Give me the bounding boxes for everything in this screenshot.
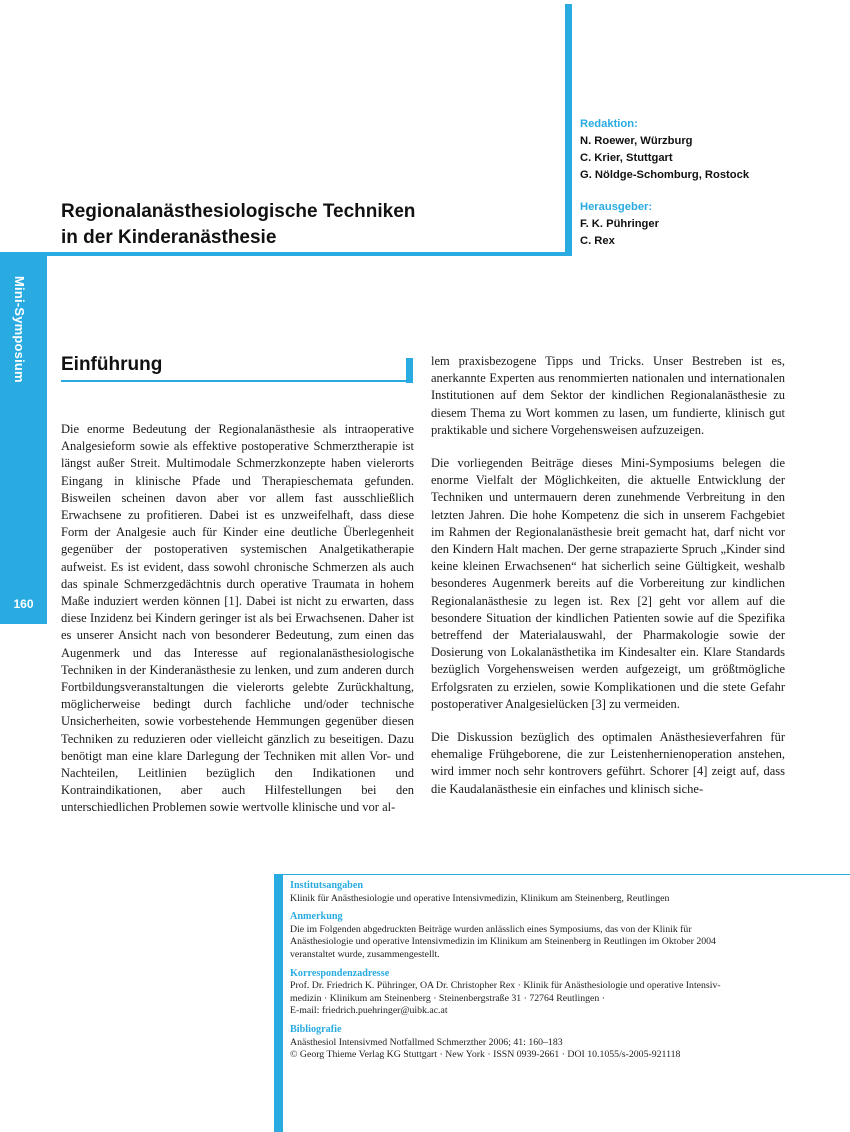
- body-paragraph: Die Diskussion bezüglich des optimalen Anästhesieverfahren für ehemalige Frühgeborene, die zur Leistenhernienoperation anstehen, wird immer noch sehr kontrovers geführt. Schorer [4] zeigt auf, dass die Kaudalanästhesie ein einfaches und klinisch siche-: [431, 730, 785, 796]
- body-paragraph: lem praxisbezogene Tipps und Tricks. Unser Bestreben ist es, anerkannte Experten aus renommierten nationalen und internationalen Institutionen auf dem Sektor der kindlichen Regionalanästhesie zu diesem Thema zu Wort kommen zu lasen, um fundierte, klinisch gut praktikable und sichere Vorgehensweisen aufzuzeigen.: [431, 354, 785, 437]
- article-title: [61, 199, 541, 251]
- anmerkung-label: Anmerkung: [290, 911, 343, 923]
- redaktion-label: Redaktion:: [580, 118, 638, 130]
- anmerkung-line: veranstaltet wurde, zusammengestellt.: [290, 948, 440, 960]
- institut-block: [290, 880, 790, 905]
- korrespondenz-email: E-mail: friedrich.puehringer@uibk.ac.at: [290, 1005, 448, 1017]
- redaktion-name: G. Nöldge-Schomburg, Rostock: [580, 169, 750, 181]
- bibliografie-block: [290, 1024, 790, 1062]
- section-label: Mini-Symposium: [12, 276, 27, 383]
- body-column-left: [61, 421, 414, 833]
- info-box-bar: [274, 874, 283, 1132]
- body-paragraph: Die enorme Bedeutung der Regionalanästhesie als intraoperative Analgesieform sowie als effektive postoperative Schmerztherapie ist längst außer Streit. Multimodale Schmerzkonzepte haben vielerorts Eingang in klinische Pfade und Therapieschemata gefunden. Bisweilen scheinen davon aber vor allem fast ausschließlich Erwachsene zu profitieren. Dabei ist es unzweifelhaft, dass diese Form der Analgesie auch für Kinder eine deutliche Überlegenheit gegenüber der postoperativen systemischen Analgetikatherapie aufweist. Es ist evident, dass sowohl chronische Schmerzen als auch das spinale Schmerzgedächtnis durch operative Traumata in hohem Maße induziert werden können [1]. Dabei ist nicht zu erwarten, dass diese Inzidenz bei Kindern geringer ist als bei Erwachsenen. Daher ist es unserer Ansicht nach von besonderer Bedeutung, zum einen das Augenmerk und das Interesse auf regionalanästhesiologische Techniken in der Kinderanästhesie zu lenken, und zum anderen durch Fortbildungsveranstaltungen die vielerorts gelebte Zurückhaltung, möglicherweise bedingt durch fachliche und/oder technische Unsicherheiten, sowie vorbestehende Hemmungen gegenüber diesen Techniken zu reduzieren oder vielleicht gänzlich zu beseitigen. Dazu benötigt man eine klare Darlegung der Techniken mit allen Vor- und Nachteilen, Leitlinien bezüglich den Indikationen und Kontraindikationen, aber auch Hilfestellungen bei den unterschiedlichen Problemen sowie wertvolle klinische und vor al-: [61, 422, 414, 815]
- body-column-right: [431, 353, 785, 814]
- body-paragraph: Die vorliegenden Beiträge dieses Mini-Symposiums belegen die enorme Vielfalt der Möglichkeiten, die aktuelle Entwicklung der Techniken und untermauern deren zunehmende Verbreitung in den letzten Jahren. Die hohe Kompetenz die sich in unserem Fachgebiet im Rahmen der Regionalanästhesie breit gemacht hat, darf nicht vor den Kindern Halt machen. Der gerne strapazierte Spruch „Kinder sind keine kleinen Erwachsenen“ hat sicherlich seine Gültigkeit, weshalb besonderes Augenmerk bereits auf die Vorbereitung zur kindlichen Regionalanästhesie zu legen ist. Rex [2] geht vor allem auf die besondere Situation der kindlichen Patienten sowie auf die Spezifika betreffend der Materialauswahl, der Pharmakologie sowie der Dosierung von Lokalanästhetika im Kindesalter ein. Klare Standards bezüglich Vorgehensweisen werden aufgezeigt, um größtmögliche Erfolgsraten zu erzielen, sowie Komplikationen und die stete Gefahr postoperativer Analgesielücken [3] zu vermeiden.: [431, 456, 785, 711]
- section-heading-tab: [406, 358, 413, 383]
- anmerkung-line: Die im Folgenden abgedruckten Beiträge wurden anlässlich eines Symposiums, das von der Klinik für: [290, 923, 692, 935]
- korrespondenz-label: Korrespondenzadresse: [290, 967, 390, 979]
- article-title-line-2: in der Kinderanästhesie: [61, 227, 277, 248]
- header-vertical-bar: [565, 4, 572, 256]
- section-heading: Einführung: [61, 354, 163, 375]
- bibliografie-line: © Georg Thieme Verlag KG Stuttgart · New York · ISSN 0939-2661 · DOI 10.1055/s-2005-921118: [290, 1049, 681, 1061]
- header-rule: [0, 252, 572, 256]
- info-box: [290, 880, 790, 1068]
- anmerkung-block: [290, 911, 790, 961]
- institut-label: Institutsangaben: [290, 880, 364, 891]
- article-title-line-1: Regionalanästhesiologische Techniken: [61, 201, 416, 222]
- bibliografie-label: Bibliografie: [290, 1023, 342, 1035]
- anmerkung-line: Anästhesiologie und operative Intensivmedizin im Klinikum am Steinenberg in Reutlingen im Oktober 2004: [290, 936, 716, 948]
- redaktion-name: C. Krier, Stuttgart: [580, 152, 673, 164]
- institut-text: Klinik für Anästhesiologie und operative Intensivmedizin, Klinikum am Steinenberg, Reutlingen: [290, 892, 670, 904]
- korrespondenz-block: [290, 968, 790, 1018]
- korrespondenz-line: medizin · Klinikum am Steinenberg · Steinenbergstraße 31 · 72764 Reutlingen ·: [290, 992, 605, 1004]
- korrespondenz-line: Prof. Dr. Friedrich K. Pühringer, OA Dr. Christopher Rex · Klinik für Anästhesiologie und operative Intensiv-: [290, 980, 721, 992]
- page-number: 160: [13, 597, 34, 611]
- info-box-rule: [274, 874, 850, 875]
- redaktion-name: N. Roewer, Würzburg: [580, 135, 693, 147]
- editors-block: [580, 116, 840, 250]
- herausgeber-name: C. Rex: [580, 235, 615, 247]
- section-heading-rule: [61, 380, 410, 382]
- herausgeber-name: F. K. Pühringer: [580, 218, 659, 230]
- bibliografie-line: Anästhesiol Intensivmed Notfallmed Schmerzther 2006; 41: 160–183: [290, 1036, 563, 1048]
- herausgeber-label: Herausgeber:: [580, 201, 653, 213]
